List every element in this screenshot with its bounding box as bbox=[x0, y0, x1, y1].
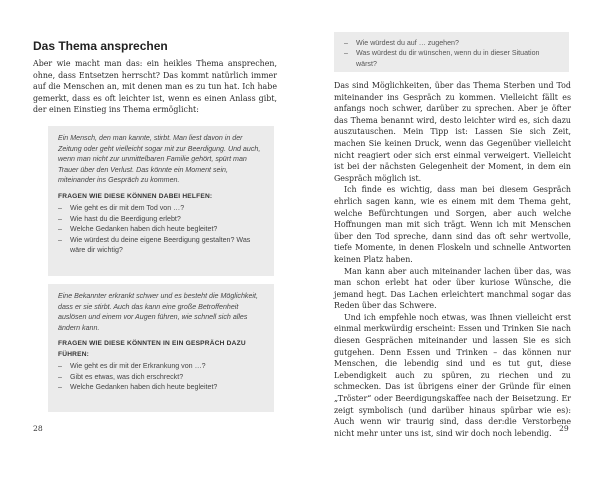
page-number-left: 28 bbox=[33, 424, 43, 433]
body-paragraph: Und ich empfehle noch etwas, was Ihnen vielleicht erst einmal merkwürdig erscheint: Essen und Trinken Sie nach diesen Gesprächen miteinander und lassen Sie es sich gutgehen. Denn Essen und Trinken – das können nur Menschen, die lebendig sind und es tut gut, diese Lebendigkeit auch zu spüren, zu riechen und zu schmecken. Das ist übrigens einer der Gründe für einen „Tröster“ oder Beerdigungskaffee nach der Beisetzung. Er zeigt symbolisch (und darüber hinaus spürbar wie es): Auch wenn wir traurig sind, dass der:die Verstorbene nicht mehr unter uns ist, sind wir doch noch lebendig. bbox=[334, 312, 571, 438]
box-scenario-text: Ein Mensch, den man kannte, stirbt. Man liest davon in der Zeitung oder geht vielleicht sogar mit zur Beerdigung. Und auch, wenn man nicht zur unmittelbaren Familie gehört, spürt man Trauer über den Verlust. Das könnte ein Moment sein, miteinander ins Gespräch zu kommen. bbox=[58, 134, 261, 185]
example-box-death bbox=[48, 126, 274, 276]
right-body-text bbox=[334, 80, 571, 439]
question-item: – Wie geht es dir mit dem Tod von …? bbox=[58, 203, 265, 213]
box-questions-heading: FRAGEN WIE DIESE KÖNNEN DABEI HELFEN: bbox=[58, 192, 213, 200]
question-item: – Welche Gedanken haben dich heute begleitet? bbox=[58, 382, 265, 392]
body-paragraph: Man kann aber auch miteinander lachen über das, was man schon erlebt hat oder über kuriose Wünsche, die jemand hegt. Das Lachen erleichtert manchmal sogar das Reden über das Schwere. bbox=[334, 266, 571, 311]
body-paragraph: Das sind Möglichkeiten, über das Thema Sterben und Tod miteinander ins Gespräch zu kommen. Vielleicht fällt es anfangs noch schwer, darüber zu sprechen. Aber je öfter das Thema benannt wird, desto leichter wird es, sich dazu auszutauschen. Mein Tipp ist: Lassen Sie sich Zeit, machen Sie keinen Druck, wenn das Gegenüber vielleicht nicht reagiert oder sich erst einmal verweigert. Vielleicht ist bei der nächsten Gelegenheit der Moment, in dem ein Gespräch möglich ist. bbox=[334, 81, 571, 183]
continued-question-box bbox=[334, 32, 569, 72]
section-heading: Das Thema ansprechen bbox=[33, 39, 168, 53]
box-scenario-text: Eine Bekannter erkrankt schwer und es besteht die Möglichkeit, dass er sie stirbt. Auch das kann eine große Betroffenheit auslösen und einem vor Augen führen, wie schnell sich alles ändern kann. bbox=[58, 292, 258, 332]
intro-paragraph: Aber wie macht man das: ein heikles Thema ansprechen, ohne, dass Entsetzen herrscht? Das kommt natürlich immer auf die Menschen an, mit denen man es zu tun hat. Ich habe gemerkt, dass es oft leichter ist, wenn es einen Anlass gibt, der einen Einstieg ins Thema ermöglicht: bbox=[33, 59, 277, 115]
example-box-illness bbox=[48, 284, 274, 412]
question-item: – Wie würdest du deine eigene Beerdigung gestalten? Was wäre dir wichtig? bbox=[58, 235, 265, 256]
page-number-right: 29 bbox=[559, 424, 569, 433]
question-list bbox=[58, 203, 265, 255]
box-questions-heading: FRAGEN WIE DIESE KÖNNTEN IN EIN GESPRÄCH DAZU FÜHREN: bbox=[58, 340, 246, 358]
question-list bbox=[58, 361, 265, 392]
question-item: – Wie würdest du auf … zugehen? bbox=[344, 38, 559, 48]
question-list bbox=[344, 38, 559, 69]
question-item: – Was würdest du dir wünschen, wenn du in dieser Situation wärst? bbox=[344, 48, 559, 69]
question-item: – Gibt es etwas, was dich erschreckt? bbox=[58, 372, 265, 382]
body-paragraph: Ich finde es wichtig, dass man bei diesem Gespräch ehrlich sagen kann, wie es einem mit dem Thema geht, welche Befürchtungen und Sorgen, aber auch welche Hoffnungen man mit sich trägt. Wenn ich mit Menschen über den Tod spreche, dann sind das oft sehr wertvolle, tiefe Momente, in denen Floskeln und schnelle Antworten keinen Platz haben. bbox=[334, 185, 571, 264]
question-item: – Wie geht es dir mit der Erkrankung von …? bbox=[58, 361, 265, 371]
question-item: – Wie hast du die Beerdigung erlebt? bbox=[58, 214, 265, 224]
question-item: – Welche Gedanken haben dich heute begleitet? bbox=[58, 224, 265, 234]
